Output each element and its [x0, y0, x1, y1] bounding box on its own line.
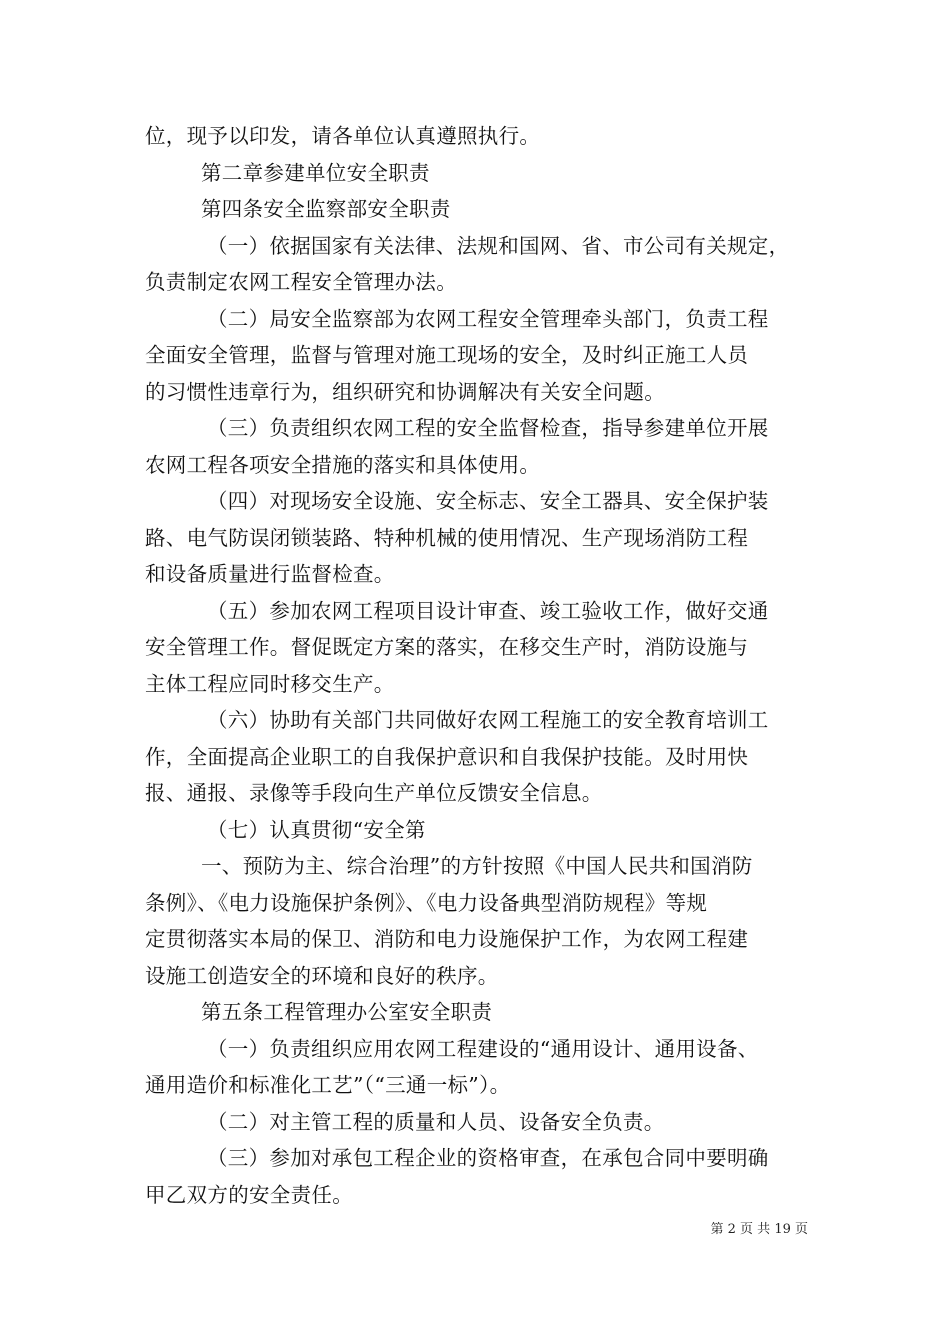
text-line: （三）负责组织农网工程的安全监督检查，指导参建单位开展: [207, 416, 769, 440]
article-heading: 第五条工程管理办公室安全职责: [201, 1000, 493, 1024]
text-line: 作，全面提高企业职工的自我保护意识和自我保护技能。及时用快: [145, 744, 749, 769]
text-line: 全面安全管理，监督与管理对施工现场的安全，及时纠正施工人员: [145, 343, 749, 367]
text-line: （七）认真贯彻“安全第: [207, 817, 426, 842]
article-heading: 第四条安全监察部安全职责: [201, 197, 451, 221]
text-line: 位，现予以印发，请各单位认真遵照执行。: [145, 124, 541, 148]
text-line: 和设备质量进行监督检查。: [145, 562, 395, 586]
text-line: 农网工程各项安全措施的落实和具体使用。: [145, 452, 541, 477]
text-line: 路、电气防误闭锁装路、特种机械的使用情况、生产现场消防工程: [145, 525, 749, 550]
text-line: （六）协助有关部门共同做好农网工程施工的安全教育培训工: [207, 708, 769, 732]
text-line: 的习惯性违章行为，组织研究和协调解决有关安全问题。: [145, 379, 665, 404]
text-line: （一）负责组织应用农网工程建设的“通用设计、通用设备、: [207, 1036, 759, 1061]
text-line: 主体工程应同时移交生产。: [145, 671, 395, 696]
text-line: 甲乙双方的安全责任。: [145, 1182, 353, 1207]
text-line: 通用造价和标准化工艺”（“三通一标”）。: [145, 1073, 511, 1097]
text-line: （一）依据国家有关法律、法规和国网、省、市公司有关规定，: [207, 233, 790, 258]
text-line: （三）参加对承包工程企业的资格审查，在承包合同中要明确: [207, 1146, 769, 1170]
text-line: 定贯彻落实本局的保卫、消防和电力设施保护工作，为农网工程建: [145, 927, 749, 951]
text-line: （四）对现场安全设施、安全标志、安全工器具、安全保护装: [207, 489, 769, 513]
text-line: 负责制定农网工程安全管理办法。: [145, 270, 457, 294]
text-line: 设施工创造安全的环境和良好的秩序。: [145, 963, 499, 988]
document-body: [145, 118, 810, 1213]
text-line: 报、通报、录像等手段向生产单位反馈安全信息。: [145, 781, 603, 805]
text-line: 条例》、《电力设施保护条例》、《电力设备典型消防规程》等规: [145, 890, 708, 915]
text-line: （二）局安全监察部为农网工程安全管理牵头部门，负责工程: [207, 306, 769, 331]
text-line: 一、预防为主、综合治理”的方针按照《中国人民共和国消防: [201, 854, 753, 878]
page-number: 第 2 页 共 19 页: [710, 1222, 808, 1237]
text-line: 安全管理工作。督促既定方案的落实，在移交生产时，消防设施与: [145, 635, 749, 659]
text-line: （二）对主管工程的质量和人员、设备安全负责。: [207, 1109, 665, 1134]
text-line: （五）参加农网工程项目设计审查、竣工验收工作，做好交通: [207, 598, 769, 623]
chapter-heading: 第二章参建单位安全职责: [201, 160, 430, 185]
